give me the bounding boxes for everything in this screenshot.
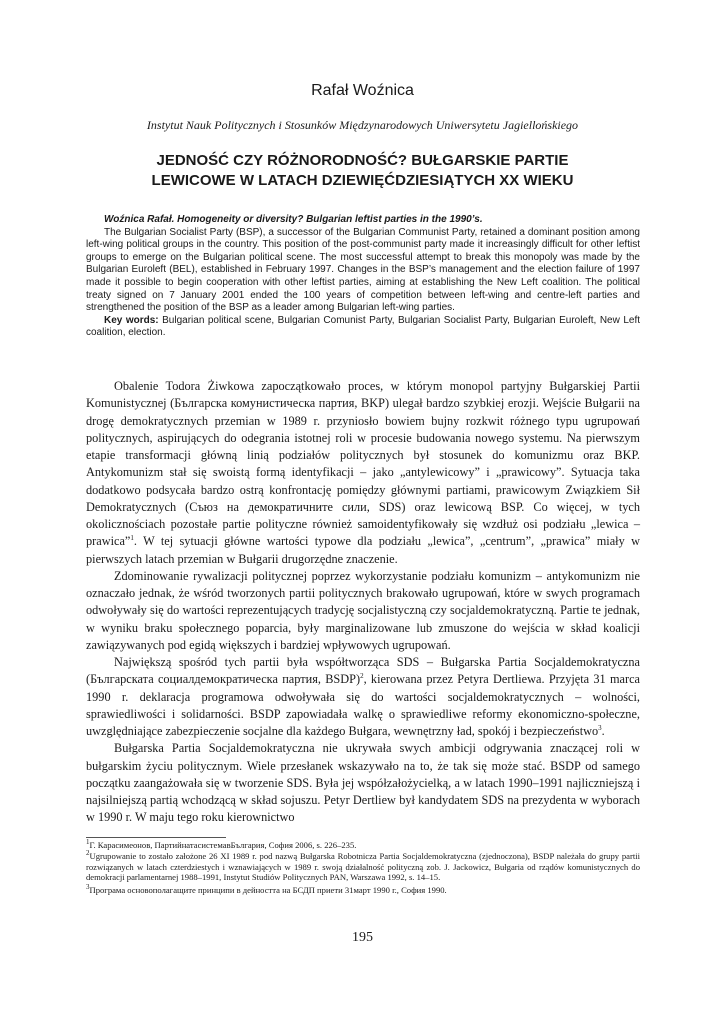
footnote-2-text: Ugrupowanie to zostało założone 26 XI 1989 r. pod nazwą Bułgarska Robotnicza Partia Socjaldemokratyczna (zjednoczona), BSDP należała do grupy partii rozwiązanych w latach czterdziestych i wznawiających w 1989 r. swoją działalność polityczną zob. J. Jackowicz, Bułgaria od rządów komunistycznych do demokracji parlamentarnej 1988–1991, Instytut Studiów Politycznych PAN, Warszawa 1992, s. 14–15. — [86, 850, 640, 883]
keywords-label: Key words: — [104, 314, 159, 326]
body-paragraph-4: Bułgarska Partia Socjaldemokratyczna nie ukrywała swych ambicji odgrywania znaczącej roli w bułgarskim życiu politycznym. Wiele przesłanek wskazywało na to, że tak się może stać. BSDP od samego początku zaangażowała się w tworzenie SDS. Była jej współzałożycielką, a w latach 1990–1991 najliczniejszą i najsilniejszą partią wchodzącą w skład sojuszu. Petyr Dertliew był kandydatem SDS na prezydenta w wyborach w 1990 r. W maju tego roku kierownictwo — [86, 741, 640, 825]
abstract-reference-text: Woźnica Rafał. Homogeneity or diversity? Bulgarian leftist parties in the 1990’s. — [104, 214, 483, 225]
footnote-3 — [86, 885, 640, 896]
footnote-1-text: Г. Карасимеонов, ПартийнатасистемавБългария, София 2006, s. 226–235. — [89, 840, 357, 850]
body-paragraph-1 — [86, 378, 640, 568]
footnote-2 — [86, 848, 640, 883]
footnote-1-number: 1 — [86, 838, 90, 847]
article-title — [60, 151, 665, 191]
footnote-divider — [86, 837, 226, 838]
footnote-ref-3: 3 — [598, 723, 602, 732]
footnote-ref-2: 2 — [360, 672, 364, 681]
article-body — [86, 378, 640, 827]
page-number: 195 — [352, 930, 373, 945]
keywords — [86, 315, 640, 340]
abstract — [86, 214, 640, 340]
body-paragraph-2: Zdominowanie rywalizacji politycznej poprzez wykorzystanie podziału komunizm – antykomunizm nie oznaczało jednak, że wśród tworzonych partii politycznych brakowało ugrupowań, które w swych programach odwoływały się do wartości reprezentujących tradycję socjalistyczną czy socjaldemokratyczną. Partie te jednak, w wyniku braku społecznego poparcia, były marginalizowane lub zmuszone do wejścia w skład koalicji zawiązywanych pod egidą większych i bardziej wpływowych ugrupowań. — [86, 568, 640, 652]
body-paragraph-3 — [86, 654, 640, 740]
footnote-ref-1: 1 — [130, 534, 134, 543]
body-text: Największą spośród tych partii była współtworząca SDS – Bułgarska Partia Socjaldemokratyczna (Българската социалдемократическа партия, BSDP) — [86, 655, 640, 687]
abstract-reference — [86, 214, 640, 227]
body-text: Obalenie Todora Żiwkowa zapoczątkowało proces, w którym monopol partyjny Bułgarskiej Partii Komunistycznej (Българска комунистическа партия, BKP) ulegał bardzo szybkiej erozji. Wejście Bułgarii na drogę demokratycznych przemian w 1989 r. przyniosło bowiem bujny rozkwit różnego typu ugrupowań politycznych, aspirujących do odegrania istotnej roli w procesie budowania nowego systemu. Na pierwszym etapie transformacji główną linią podziałów politycznych był stosunek do komunizmu oraz BKP. Antykomunizm stał się swoistą formą identyfikacji – jako „antylewicowy” i „prawicowy”. Sytuacja taka dodatkowo podsycała bardzo ostrą konfrontację pomiędzy głównymi partiami, prawicowym Związkiem Sił Demokratycznych (Съюз на демократичните сили, SDS) oraz lewicową BSP. Co więcej, w tych okolicznościach pozostałe partie polityczne również samoidentyfikowały się wzdłuż osi podziału „lewica – prawica” — [86, 379, 640, 549]
footnote-3-number: 3 — [86, 883, 90, 892]
body-text: , kierowana przez Petyra Dertliewa. Przyjęta 31 marca 1990 r. deklaracja programowa odwoływała się do wartości socjaldemokratycznych – wolności, sprawiedliwości i solidarności. BSDP zapowiadała walkę o sprawiedliwe reformy ekonomiczno-społeczne, uwzględniające zabezpieczenie socjalne dla każdego Bułgara, wewnętrzny ład, spokój i bezpieczeństwo — [86, 672, 640, 738]
footnotes — [86, 840, 640, 896]
abstract-text: The Bulgarian Socialist Party (BSP), a successor of the Bulgarian Communist Party, retained a dominant position among left-wing political groups in the country. This position of the post-communist party made it increasingly difficult for other leftist groups to emerge on the Bulgarian political scene. The most successful attempt to break this monopoly was made by the Bulgarian Euroleft (BEL), established in February 1997. Changes in the BSP’s management and the election failure of 1997 made it possible to begin cooperation with other leftist parties, aiming at establishing the New Left coalition. The political treaty signed on 7 January 2001 ended the 100 years of competition between left-wing and centre-left parties and strengthened the position of the BSP as a leader among Bulgarian left-wing parties. — [86, 226, 640, 314]
footnote-2-number: 2 — [86, 848, 90, 857]
footnote-3-text: Програма основополагащите принципи в дейността на БСДП приети 31март 1990 г., София 1990. — [89, 885, 447, 896]
footnote-1 — [86, 840, 640, 851]
title-line-1: JEDNOŚĆ CZY RÓŻNORODNOŚĆ? BUŁGARSKIE PARTIE — [156, 152, 569, 169]
keywords-text: Bulgarian political scene, Bulgarian Comunist Party, Bulgarian Socialist Party, Bulgarian Euroleft, New Left coalition, election. — [86, 314, 641, 339]
body-text: . W tej sytuacji główne wartości typowe dla podziału „lewica”, „centrum”, „prawica” miały w pierwszych latach przemian w Bułgarii drugorzędne znaczenie. — [86, 534, 640, 566]
body-text: . — [601, 724, 605, 738]
title-line-2: LEWICOWE W LATACH DZIEWIĘĆDZIESIĄTYCH XX WIEKU — [151, 172, 574, 189]
author-affiliation: Instytut Nauk Politycznych i Stosunków Międzynarodowych Uniwersytetu Jagiellońskiego — [146, 118, 579, 132]
author-name: Rafał Woźnica — [311, 82, 414, 99]
